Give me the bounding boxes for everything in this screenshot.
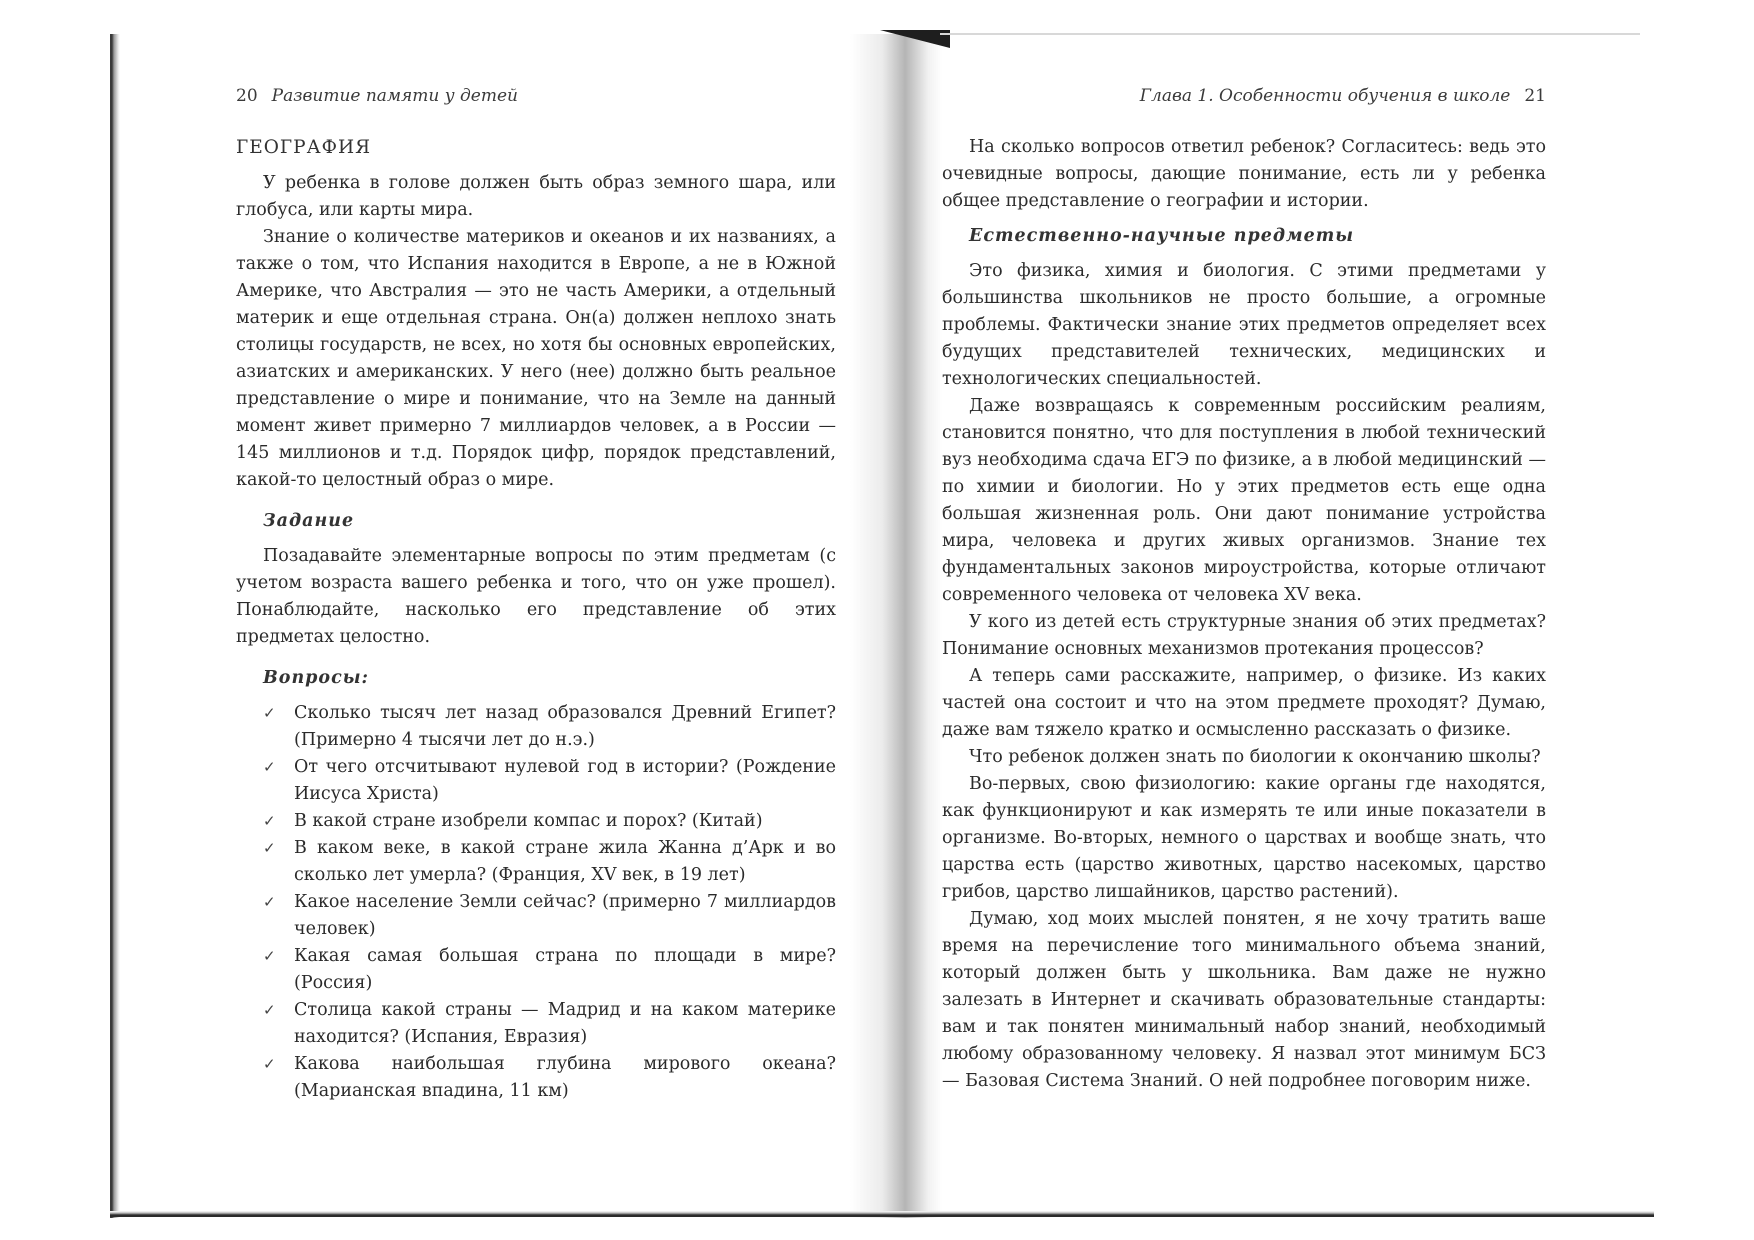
list-item: [236, 700, 836, 754]
intro-paragraph: На сколько вопросов ответил ребенок? Согласитесь: ведь это очевидные вопросы, дающие понимание, есть ли у ребенка общее представление о географии и истории.: [942, 137, 1546, 211]
check-mark-icon: ✓: [263, 812, 276, 830]
question-text: В каком веке, в какой стране жила Жанна д’Арк и во сколько лет умерла? (Франция, XV век, в 19 лет): [294, 838, 836, 885]
check-mark-icon: ✓: [263, 1001, 276, 1019]
paragraph: У ребенка в голове должен быть образ земного шара, или глобуса, или карты мира.: [236, 173, 836, 220]
list-item: [236, 1051, 836, 1105]
check-mark-icon: ✓: [263, 893, 276, 911]
questions-heading: Вопросы:: [263, 668, 370, 688]
check-mark-icon: ✓: [263, 704, 276, 722]
paragraph: Знание о количестве материков и океанов и их названиях, а также о том, что Испания находится в Европе, а не в Южной Америке, что Австралия — это не часть Америки, а отдельный материк и еще отдельная страна. Он(а) должен неплохо знать столицы государств, не всех, но хотя бы основных европейских, азиатских и американских. У него (нее) должно быть реальное представление о мире и понимание, что на Земле на данный момент живет примерно 7 миллиардов человек, а в России — 145 миллионов и т.д. Порядок цифр, порядок представлений, какой-то целостный образ о мире.: [236, 227, 836, 490]
check-mark-icon: ✓: [263, 947, 276, 965]
paragraph: А теперь сами расскажите, например, о физике. Из каких частей она состоит и что на этом предмете проходят? Думаю, даже вам тяжело кратко и осмысленно рассказать о физике.: [942, 666, 1546, 740]
list-item: [236, 943, 836, 997]
right-running-head: [942, 84, 1546, 108]
check-mark-icon: ✓: [263, 758, 276, 776]
top-page-edge: [940, 33, 1640, 35]
list-item: [236, 808, 836, 835]
list-item: [236, 889, 836, 943]
left-running-head: [236, 84, 836, 108]
page-number: 20: [236, 86, 258, 106]
page-number: 21: [1524, 86, 1546, 106]
gutter-shadow: [850, 34, 942, 1218]
question-text: От чего отсчитывают нулевой год в истории? (Рождение Иисуса Христа): [294, 757, 836, 804]
paragraph: Это физика, химия и биология. С этими предметами у большинства школьников не просто большие, а огромные проблемы. Фактически знание этих предметов определяет всех будущих представителей технических, медицинских и технологических специальностей.: [942, 261, 1546, 389]
list-item: [236, 754, 836, 808]
subheading: Естественно-научные предметы: [969, 226, 1355, 246]
bottom-binding-edge: [110, 1211, 1654, 1217]
question-text: Какая самая большая страна по площади в мире? (Россия): [294, 946, 836, 993]
paragraph: Думаю, ход моих мыслей понятен, я не хочу тратить ваше время на перечисление того минимального объема знаний, который должен быть у школьника. Вам даже не нужно залезать в Интернет и скачивать образовательные стандарты: вам и так понятен минимальный набор знаний, необходимый любому образованному человеку. Я назвал этот минимум БСЗ — Базовая Система Знаний. О ней подробнее поговорим ниже.: [942, 909, 1546, 1091]
paragraph: Даже возвращаясь к современным российским реалиям, становится понятно, что для поступления в любой технический вуз необходима сдача ЕГЭ по физике, а в любой медицинский — по химии и биологии. Но у этих предметов есть еще одна большая жизненная роль. Они дают понимание устройства мира, человека и других живых организмов. Знание тех фундаментальных законов мироустройства, которые отличают современного человека от человека XV века.: [942, 396, 1546, 605]
list-item: [236, 997, 836, 1051]
section-title: ГЕОГРАФИЯ: [236, 137, 372, 158]
list-item: [236, 835, 836, 889]
running-title: Глава 1. Особенности обучения в школе: [1139, 86, 1511, 106]
task-text: Позадавайте элементарные вопросы по этим предметам (с учетом возраста вашего ребенка и того, что он уже прошел). Понаблюдайте, насколько его представление об этих предметах целостно.: [236, 546, 836, 647]
question-text: Какова наибольшая глубина мирового океана? (Марианская впадина, 11 км): [294, 1054, 836, 1101]
paragraph: Во-первых, свою физиологию: какие органы где находятся, как функционируют и как измерять те или иные показатели в организме. Во-вторых, немного о царствах и вообще знать, что царства есть (царство животных, царство насекомых, царство грибов, царство лишайников, царство растений).: [942, 774, 1546, 902]
question-text: Столица какой страны — Мадрид и на каком материке находится? (Испания, Евразия): [294, 1000, 836, 1047]
left-binding-edge: [110, 34, 120, 1218]
question-text: Сколько тысяч лет назад образовался Древний Египет? (Примерно 4 тысячи лет до н.э.): [294, 703, 836, 750]
task-heading: Задание: [263, 511, 355, 531]
left-page: [236, 84, 836, 1105]
question-text: В какой стране изобрели компас и порох? (Китай): [294, 811, 763, 831]
questions-list: [236, 700, 836, 1105]
paragraph: Что ребенок должен знать по биологии к окончанию школы?: [969, 747, 1541, 767]
running-title: Развитие памяти у детей: [271, 86, 518, 106]
question-text: Какое население Земли сейчас? (примерно 7 миллиардов человек): [294, 892, 836, 939]
check-mark-icon: ✓: [263, 839, 276, 857]
right-page: [942, 84, 1546, 1095]
paragraph: У кого из детей есть структурные знания об этих предметах? Понимание основных механизмов протекания процессов?: [942, 612, 1546, 659]
check-mark-icon: ✓: [263, 1055, 276, 1073]
